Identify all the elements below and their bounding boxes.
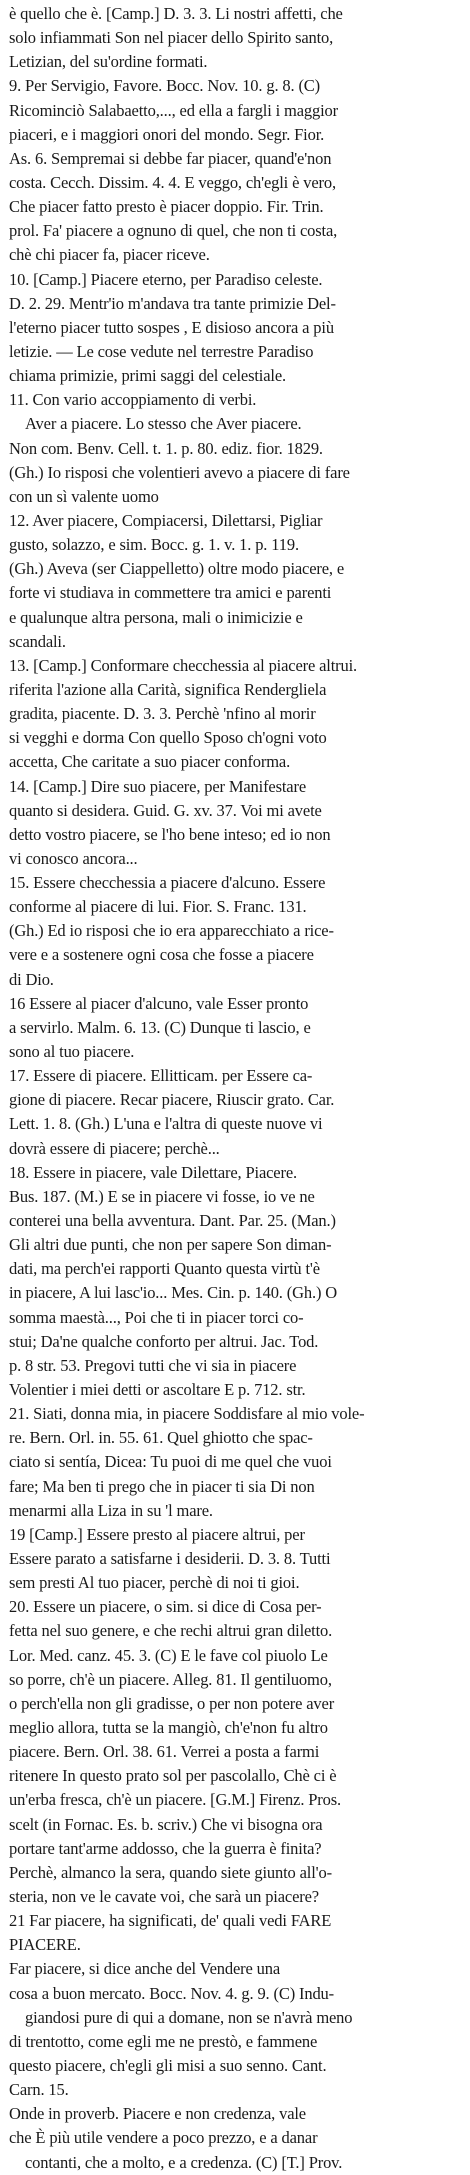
text-line: solo infiammati Son nel piacer dello Spirito santo,	[9, 28, 334, 48]
text-line: 15. Essere checchessia a piacere d'alcuno. Essere	[9, 873, 326, 893]
text-line: Non com. Benv. Cell. t. 1. p. 80. ediz. fior. 1829.	[9, 438, 323, 458]
text-line: dati, ma perch'ei rapporti Quanto questa virtù t'è	[9, 1259, 320, 1279]
text-line: meglio allora, tutta se la mangiò, ch'e'non fu altro	[9, 1717, 328, 1737]
text-line: l'eterno piacer tutto sospes , E disioso ancora a più	[9, 317, 334, 337]
text-line: è quello che è. [Camp.] D. 3. 3. Li nostri affetti, che	[9, 4, 343, 23]
text-line: 20. Essere un piacere, o sim. si dice di Cosa per-	[9, 1597, 322, 1617]
text-line: si vegghi e dorma Con quello Sposo ch'ogni voto	[9, 728, 327, 748]
text-line: Letizian, del su'ordine formati.	[9, 52, 208, 72]
text-line: un'erba fresca, ch'è un piacere. [G.M.] Firenz. Pros.	[9, 1790, 341, 1810]
text-line: p. 8 str. 53. Pregovi tutti che vi sia in piacere	[9, 1355, 297, 1375]
text-line: fetta nel suo genere, e che rechi altrui gran diletto.	[9, 1621, 333, 1641]
text-line: contanti, che a molto, e a credenza. (C) [T.] Prov.	[25, 2152, 343, 2172]
text-line: dovrà essere di piacere; perchè...	[9, 1138, 220, 1158]
text-line: prol. Fa' piacere a ognuno di quel, che non ti costa,	[9, 221, 338, 241]
text-line: forte vi studiava in commettere tra amici e parenti	[9, 583, 332, 603]
text-line: vi conosco ancora...	[9, 848, 138, 868]
text-line: costa. Cecch. Dissim. 4. 4. E veggo, ch'egli è vero,	[9, 172, 336, 192]
text-line: Bus. 187. (M.) E se in piacere vi fosse, io ve ne	[9, 1186, 315, 1206]
text-line: quanto si desidera. Guid. G. xv. 37. Voi mi avete	[9, 800, 322, 820]
text-line: che È più utile vendere a poco prezzo, e a danar	[9, 2128, 318, 2148]
text-line: somma maestà..., Poi che ti in piacer torci co-	[9, 1307, 304, 1327]
text-line: D. 2. 29. Mentr'io m'andava tra tante primizie Del-	[9, 293, 336, 313]
text-line: 10. [Camp.] Piacere eterno, per Paradiso celeste.	[9, 269, 323, 289]
text-line: gione di piacere. Recar piacere, Riuscir grato. Car.	[9, 1090, 335, 1110]
text-line: accetta, Che caritate a suo piacer conforma.	[9, 752, 291, 772]
text-line: piaceri, e i maggiori onori del mondo. Segr. Fior.	[9, 124, 325, 144]
text-line: questo piacere, ch'egli gli misi a suo senno. Cant.	[9, 2055, 327, 2075]
text-line: so porre, ch'è un piacere. Alleg. 81. Il gentiluomo,	[9, 1669, 332, 1689]
text-line: Lor. Med. canz. 45. 3. (C) E le fave col piuolo Le	[9, 1645, 328, 1665]
text-line: cosa a buon mercato. Bocc. Nov. 4. g. 9. (C) Indu-	[9, 1983, 335, 2003]
text-line: conterei una bella avventura. Dant. Par. 25. (Man.)	[9, 1211, 336, 1231]
text-line: con un sì valente uomo	[9, 486, 159, 506]
text-line: steria, non ve le cavate voi, che sarà un piacere?	[9, 1886, 319, 1906]
text-line: 16 Essere al piacer d'alcuno, vale Esser pronto	[9, 993, 309, 1013]
text-line: gusto, solazzo, e sim. Bocc. g. 1. v. 1. p. 119.	[9, 535, 299, 555]
text-line: Perchè, almanco la sera, quando siete giunto all'o-	[9, 1862, 332, 1882]
text-line: in piacere, A lui lasc'io... Mes. Cin. p. 140. (Gh.) O	[9, 1283, 338, 1303]
text-line: vere e a sostenere ogni cosa che fosse a piacere	[9, 945, 314, 965]
text-line: scandali.	[9, 631, 66, 651]
text-line: re. Bern. Orl. in. 55. 61. Quel ghiotto che spac-	[9, 1428, 313, 1448]
text-line: ciato si sentía, Dicea: Tu puoi di me quel che vuoi	[9, 1452, 332, 1472]
text-line: Far piacere, si dice anche del Vendere una	[9, 1959, 281, 1979]
text-line: 9. Per Servigio, Favore. Bocc. Nov. 10. g. 8. (C)	[9, 76, 320, 96]
text-line: (Gh.) Ed io risposi che io era apparecchiato a rice-	[9, 921, 334, 941]
text-line: (Gh.) Aveva (ser Ciappelletto) oltre modo piacere, e	[9, 559, 345, 579]
text-line: sono al tuo piacere.	[9, 1042, 135, 1062]
text-line: 21 Far piacere, ha significati, de' quali vedi FARE	[9, 1911, 332, 1931]
text-line: Che piacer fatto presto è piacer doppio. Fir. Trin.	[9, 197, 324, 217]
text-line: ritenere In questo prato sol per pascolallo, Chè ci è	[9, 1766, 337, 1786]
text-line: 12. Aver piacere, Compiacersi, Dilettarsi, Pigliar	[9, 510, 323, 530]
text-line: Aver a piacere. Lo stesso che Aver piacere.	[25, 414, 302, 434]
text-line: letizie. — Le cose vedute nel terrestre Paradiso	[9, 341, 314, 361]
text-line: riferita l'azione alla Carità, significa Rendergliela	[9, 679, 327, 699]
text-line: 18. Essere in piacere, vale Dilettare, Piacere.	[9, 1162, 297, 1182]
text-line: Gli altri due punti, che non per sapere Son diman-	[9, 1235, 332, 1255]
text-line: chiama primizie, primi saggi del celestiale.	[9, 366, 287, 386]
text-line: 19 [Camp.] Essere presto al piacere altrui, per	[9, 1524, 305, 1544]
text-line: sem presti Al tuo piacer, perchè di noi ti gioi.	[9, 1573, 300, 1593]
text-line: As. 6. Sempremai si debbe far piacer, quand'e'non	[9, 148, 332, 168]
text-line: Onde in proverb. Piacere e non credenza, vale	[9, 2104, 306, 2124]
text-line: o perch'ella non gli gradisse, o per non potere aver	[9, 1693, 335, 1713]
text-line: chè chi piacer fa, piacer riceve.	[9, 245, 210, 265]
text-line: PIACERE.	[9, 1935, 81, 1955]
text-line: detto vostro piacere, se l'ho bene inteso; ed io non	[9, 824, 331, 844]
text-line: Lett. 1. 8. (Gh.) L'una e l'altra di queste nuove vi	[9, 1114, 323, 1134]
text-line: Volentier i miei detti or ascoltare E p. 712. str.	[9, 1380, 306, 1400]
text-line: conforme al piacere di lui. Fior. S. Franc. 131.	[9, 897, 307, 917]
text-line: 21. Siati, donna mia, in piacere Soddisfare al mio vole-	[9, 1404, 365, 1424]
text-line: di Dio.	[9, 969, 54, 989]
text-line: menarmi alla Liza in su 'l mare.	[9, 1500, 213, 1520]
text-line: gradita, piacente. D. 3. 3. Perchè 'nfino al morir	[9, 704, 316, 724]
text-line: Ricominciò Salabaetto,..., ed ella a fargli i maggior	[9, 100, 338, 120]
text-line: 17. Essere di piacere. Ellitticam. per Essere ca-	[9, 1066, 313, 1086]
text-line: portare tant'arme addosso, che la guerra è finita?	[9, 1838, 322, 1858]
text-line: Essere parato a satisfarne i desiderii. D. 3. 8. Tutti	[9, 1549, 331, 1568]
text-line: 14. [Camp.] Dire suo piacere, per Manifestare	[9, 776, 307, 796]
text-line: (Gh.) Io risposi che volentieri avevo a piacere di fare	[9, 462, 350, 482]
text-line: giandosi pure di qui a domane, non se n'avrà meno	[25, 2007, 353, 2027]
text-line: a servirlo. Malm. 6. 13. (C) Dunque ti lascio, e	[9, 1017, 311, 1037]
text-line: di trentotto, come egli me ne prestò, e fammene	[9, 2031, 318, 2051]
text-line: Carn. 15.	[9, 2080, 69, 2100]
text-line: 11. Con vario accoppiamento di verbi.	[9, 390, 257, 410]
text-line: 13. [Camp.] Conformare checchessia al piacere altrui.	[9, 655, 358, 675]
text-line: piacere. Bern. Orl. 38. 61. Verrei a posta a farmi	[9, 1742, 320, 1762]
text-line: stui; Da'ne qualche conforto per altrui. Jac. Tod.	[9, 1331, 319, 1351]
text-line: fare; Ma ben ti prego che in piacer ti sia Di non	[9, 1476, 315, 1496]
text-line: e qualunque altra persona, mali o inimicizie e	[9, 607, 303, 627]
text-line: scelt (in Fornac. Es. b. scriv.) Che vi bisogna ora	[9, 1814, 323, 1834]
